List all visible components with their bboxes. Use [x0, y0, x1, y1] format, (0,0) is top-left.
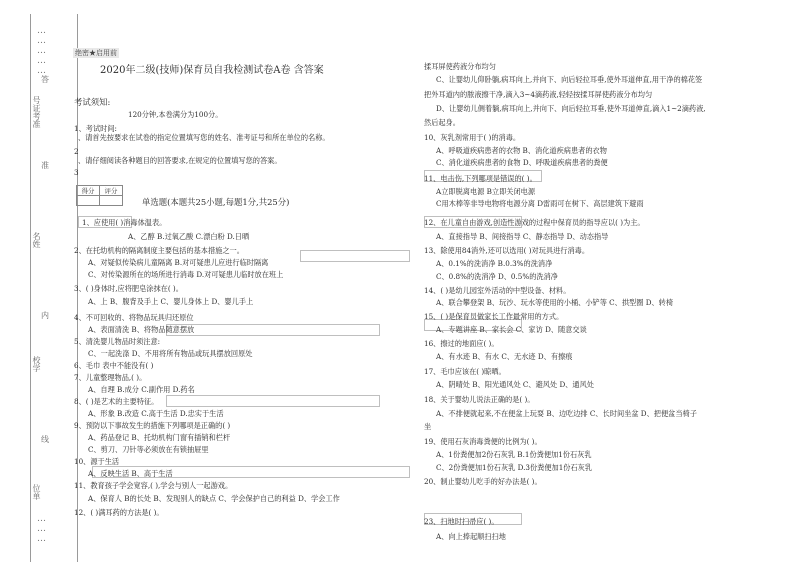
question-text: 6、毛巾 表中不能没有( ) [74, 361, 154, 370]
score-table [76, 185, 123, 206]
question-text: 9、预防以下事故发生的措施下列哪项是正确的( ) [74, 421, 231, 430]
question-text: 17、毛巾应该在( )晾晒。 [424, 367, 506, 376]
binding-name: 名姓 [32, 232, 41, 248]
question-options: A、保育人 B的长处 B、发现别人的缺点 C、学会保护自己的利益 D、学会工作 [88, 494, 340, 503]
question-options: C、0.8%的洗消净 D、0.5%的洗消净 [436, 272, 558, 281]
binding-not-char: 准 [41, 161, 49, 170]
question-options: A、联合攀登架 B、玩沙、玩水等使用的小桶、小铲等 C、拱型圈 D、转椅 [436, 298, 674, 307]
question-text: 4、不可回收的、将物品玩具归还原位 [74, 313, 194, 322]
question-options: C用木棒等非导电物将电源分离 D雷雨可在树下、高层建筑下避雨 [436, 199, 644, 208]
question-text: 10、源于生活 [74, 457, 120, 466]
question-text: 23、扫地时扫帚应( )。 [424, 517, 499, 526]
question-text: 8、( )是艺术的主要特征。 [74, 397, 159, 406]
question-options: D、让婴幼儿侧着躺,病耳向上,并向下、向后轻拉耳垂,使外耳道伸直,滴入1~2滴药液, [436, 104, 706, 113]
question-options: A、有水迹 B、有水 C、无水迹 D、有擦痕 [436, 352, 573, 361]
question-options: A、向上捧起顺扫扫地 [436, 532, 506, 541]
answer-box [166, 324, 380, 336]
binding-strip [30, 14, 78, 562]
question-options: C、一起洗涤 D、不用将所有物品或玩具摆放回原处 [88, 349, 253, 358]
question-options: A、表面清洗 B、将物品随意摆放 [88, 325, 195, 334]
question-options: C、剪刀、刀针等必须放在有锁抽屉里 [88, 445, 209, 454]
question-options: A、直接指导 B、间接指导 C、静态指导 D、动态指导 [436, 232, 609, 241]
score-label: 得分 [77, 186, 100, 196]
question-options: 然后起身。 [424, 118, 460, 127]
notice-item-1: 1、考试时间: [74, 124, 117, 133]
question-options: 坐 [424, 422, 432, 431]
binding-line-char: 线 [41, 435, 49, 444]
question-text: 3、( )身体时,应将肥皂涂抹在( )。 [74, 284, 183, 293]
question-options: A、自理 B.成分 C.副作用 D.药名 [88, 385, 195, 394]
question-text: 11、教育孩子学会宽容,( ),学会与别人一起游戏。 [74, 481, 233, 490]
notice-item-1-text: 、请首先按要求在试卷的指定位置填写您的姓名、准考证号和所在单位的名称。 [78, 133, 330, 142]
question-text: 18、关于婴幼儿说法正确的是( )。 [424, 395, 535, 404]
question-text: 10、灰乳剂常用于( )的消毒。 [424, 133, 521, 142]
question-text: 2、在托幼机构的隔离制度主要包括的基本措施之一。 [74, 246, 244, 255]
page-title: 2020年二级(技师)保育员自我检测试卷A卷 含答案 [100, 65, 324, 76]
question-text: 11、电击伤,下列哪项是错误的( )。 [424, 174, 537, 183]
question-text: 16、擦过的地面应( )。 [424, 339, 499, 348]
question-options: A、上 B、腹背及手上 C、婴儿身体上 D、婴儿手上 [88, 297, 254, 306]
question-options: A立即脱离电源 B立即关闭电源 [436, 187, 536, 196]
question-text: 12、在儿童自由游戏,创造性游戏的过程中保育员的指导应以( )为主。 [424, 218, 645, 227]
question-options: 把外耳道内的脓液擦干净,滴入3~4滴药液,轻轻按揉耳屏使药液分布均匀 [424, 90, 653, 99]
question-options: A、阴晴处 B、阳光通风处 C、避风处 D、通风处 [436, 380, 594, 389]
question-options: A、专题讲座 B、家长会 C、家访 D、随意交谈 [436, 325, 587, 334]
question-text: 13、除使用84消外,还可以选用( )对玩具进行消毒。 [424, 246, 590, 255]
question-text: 15、( )是保育员做家长工作最常用的方式。 [424, 312, 564, 321]
question-options: C、消化道疾病患者的食物 D、呼吸道疾病患者的粪便 [436, 158, 608, 167]
binding-unit: 位单 [32, 484, 41, 500]
grader-cell[interactable] [100, 196, 123, 206]
question-options: A、1份粪便加2份石灰乳 B.1份粪便加1份石灰乳 [436, 450, 592, 459]
notice-item-2: 2 [74, 147, 79, 156]
question-options: A、反映生活 B、高于生活 [88, 469, 173, 478]
question-options: C、2份粪便加1份石灰乳 D.3份粪便加1份石灰乳 [436, 463, 593, 472]
answer-box [166, 395, 380, 407]
question-options: A、乙醇 B.过氧乙酸 C.漂白粉 D.日晒 [128, 232, 250, 241]
grader-label: 评分 [100, 186, 123, 196]
question-text: 5、清洗婴儿物品时须注意: [74, 337, 161, 346]
question-options: C、对传染源所在的场所进行消毒 D.对可疑患儿临时放在班上 [88, 270, 284, 279]
question-options: A、形象 B.改造 C.高于生活 D.忠实于生活 [88, 409, 224, 418]
question-text: 20、制止婴幼儿吃手的好办法是( )。 [424, 477, 542, 486]
question-text: 14、( )是幼儿园室外活动的中型设备、材料。 [424, 286, 571, 295]
question-text: 1、应使用( )消毒体温表。 [82, 218, 167, 227]
binding-school: 校学 [32, 356, 41, 372]
question-text: 7、儿童整理物品,( )。 [74, 373, 147, 382]
confidential-tag: 绝密★启用前 [75, 49, 117, 57]
notice-item-3: 3 [74, 168, 79, 177]
dotted-line: … … … … … [37, 26, 45, 76]
question-options: C、让婴幼儿仰卧躺,病耳向上,并向下、向后轻拉耳垂,使外耳道伸直,用干净的棉花签 [436, 75, 703, 84]
notice-item-2-text: 、请仔细阅读各种题目的回答要求,在规定的位置填写您的答案。 [78, 156, 282, 165]
dotted-line: … … … [37, 514, 45, 544]
binding-exam-no: 号证考准 [32, 96, 41, 128]
notice-heading: 考试须知: [74, 97, 111, 107]
score-cell[interactable] [77, 196, 100, 206]
question-text: 12、( )满耳药的方法是( )。 [74, 508, 164, 517]
answer-box [300, 250, 410, 262]
question-options: A、0.1%的洗消净 B.0.3%的洗消净 [436, 259, 553, 268]
question-text: 19、使用石灰消毒粪便的比例为( )。 [424, 437, 542, 446]
question-options: A、对疑似传染病儿童隔离 B.对可疑患儿应进行临时隔离 [88, 258, 269, 267]
binding-inner-char: 内 [41, 311, 49, 320]
question-options: A、呼吸道疾病患者的衣物 B、消化道疾病患者的衣物 [436, 146, 607, 155]
notice-time: 120分钟,本卷满分为100分。 [128, 110, 223, 119]
binding-answer-char: 答 [41, 75, 49, 84]
question-text: 揉耳屏使药液分布均匀 [424, 62, 496, 71]
question-options: A、药品登记 B、托幼机构门窗有插销和栏杆 [88, 433, 231, 442]
section-heading: 单选题(本题共25小题,每题1分,共25分) [142, 197, 290, 207]
question-options: A、不排便就起来,不在便盆上玩耍 B、边吃边排 C、长时间坐盆 D、把便盆当椅子 [436, 409, 697, 418]
